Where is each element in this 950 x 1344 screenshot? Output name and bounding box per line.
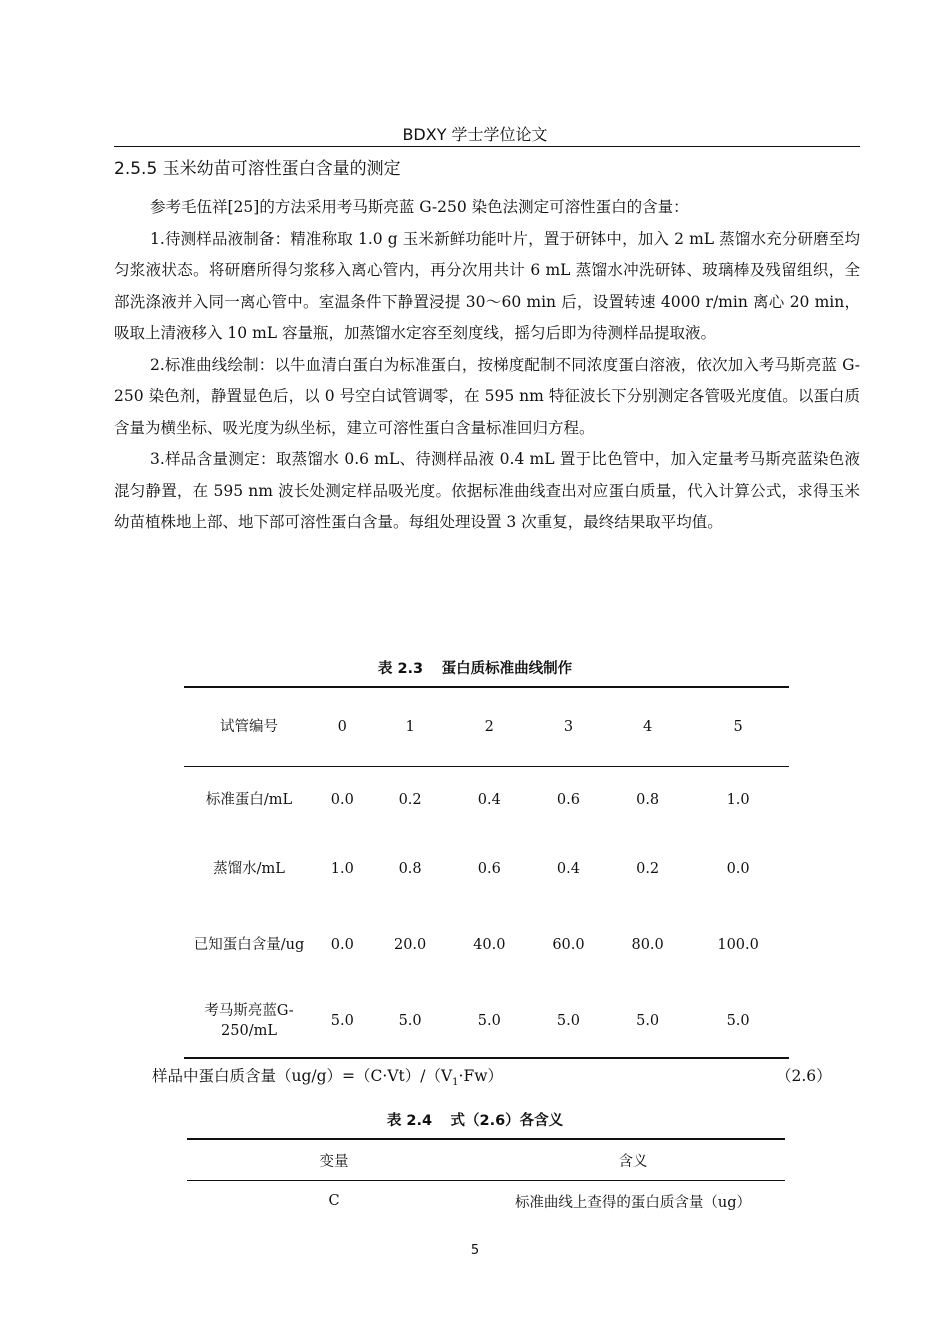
formula-text: ·Fw） <box>458 1067 503 1085</box>
table-row <box>184 833 789 905</box>
table-cell: 80.0 <box>631 937 664 953</box>
table-cell: 0.0 <box>330 792 354 808</box>
table-cell: 0.0 <box>726 861 750 877</box>
table-cell: 40.0 <box>473 937 506 953</box>
table-cell: 5.0 <box>477 1013 501 1029</box>
table-cell: 0.8 <box>636 792 660 808</box>
table1-header-cell: 0 <box>314 687 371 767</box>
formula-2-6 <box>152 1064 503 1088</box>
formula-subscript: 1 <box>452 1077 459 1089</box>
formula-number: （2.6） <box>776 1067 832 1085</box>
table1-header-cell: 5 <box>687 687 789 767</box>
table-cell: 0.8 <box>398 861 422 877</box>
table-cell: 5.0 <box>636 1013 660 1029</box>
paragraph-standard-curve: 2.标准曲线绘制：以牛血清白蛋白为标准蛋白，按梯度配制不同浓度蛋白溶液，依次加入考马斯亮蓝 G-250 染色剂，静置显色后，以 0 号空白试管调零，在 595 nm 特征波长下分别测定各管吸光度值。以蛋白质含量为横坐标、吸光度为纵坐标，建立可溶性蛋白含量标准回归方程。 <box>114 355 860 437</box>
running-header: BDXY 学士学位论文 <box>402 125 548 144</box>
section-title: 2.5.5 玉米幼苗可溶性蛋白含量的测定 <box>114 159 401 179</box>
header-rule <box>114 146 860 147</box>
table-cell: 0.4 <box>477 792 501 808</box>
variable-meaning-table <box>187 1138 785 1221</box>
table1-header-cell: 试管编号 <box>184 687 314 767</box>
table-cell: 60.0 <box>552 937 585 953</box>
table2-header-row <box>187 1139 785 1181</box>
table1-caption-text: 蛋白质标准曲线制作 <box>441 661 573 677</box>
table-cell: 1.0 <box>330 861 354 877</box>
table1-header-cell: 1 <box>371 687 450 767</box>
table-row <box>184 905 789 985</box>
table-cell: C <box>328 1193 340 1209</box>
standard-curve-table <box>184 686 789 1059</box>
table2-header-cell: 变量 <box>187 1139 481 1181</box>
table-row <box>187 1181 785 1222</box>
body-text <box>114 192 860 539</box>
table-cell: 0.2 <box>398 792 422 808</box>
table-row <box>184 985 789 1058</box>
table-cell: 标准曲线上查得的蛋白质含量（ug） <box>514 1194 752 1211</box>
table1-header-row <box>184 687 789 767</box>
table2-caption-text: 式（2.6）各含义 <box>450 1113 564 1129</box>
table-row <box>184 767 789 834</box>
table-cell: 100.0 <box>717 937 759 953</box>
formula-text: 样品中蛋白质含量（ug/g）=（C·Vt）/（V <box>152 1067 453 1085</box>
paragraph-sample-measure: 3.样品含量测定：取蒸馏水 0.6 mL、待测样品液 0.4 mL 置于比色管中，加入定量考马斯亮蓝染色液混匀静置，在 595 nm 波长处测定样品吸光度。依据标准曲线查出对应蛋白质量，代入计算公式，求得玉米幼苗植株地上部、地下部可溶性蛋白含量。每组处理设置 3 次重复，最终结果取平均值。 <box>114 450 860 531</box>
table1-header-cell: 4 <box>608 687 687 767</box>
table-cell: 20.0 <box>393 937 427 953</box>
table-cell: 0.6 <box>556 792 580 808</box>
table-cell: 标准蛋白/mL <box>205 792 293 808</box>
table-cell: 0.0 <box>330 937 354 953</box>
table-cell: 0.2 <box>636 861 660 877</box>
table1-caption-number: 表 2.3 <box>377 661 424 677</box>
table1-header-cell: 2 <box>450 687 529 767</box>
table-cell: 1.0 <box>726 792 750 808</box>
table2-caption-number: 表 2.4 <box>386 1113 433 1129</box>
paragraph-sample-prep: 1.待测样品液制备：精准称取 1.0 g 玉米新鲜功能叶片，置于研钵中，加入 2 mL 蒸馏水充分研磨至均匀浆液状态。将研磨所得匀浆移入离心管内，再分次用共计 6 mL 蒸馏水冲洗研钵、玻璃棒及残留组织，全部洗涤液并入同一离心管中。室温条件下静置浸提 30～60 min 后，设置转速 4000 r/min 离心 20 min，吸取上清液移入 10 mL 容量瓶，加蒸馏水定容至刻度线，摇匀后即为待测样品提取液。 <box>114 229 860 342</box>
table2-header-cell: 含义 <box>481 1139 785 1181</box>
table-cell: 蒸馏水/mL <box>213 861 285 877</box>
table-cell: 已知蛋白含量/ug <box>193 937 305 953</box>
table2-caption <box>0 1109 950 1130</box>
table-cell: 5.0 <box>330 1013 354 1029</box>
table1-header-cell: 3 <box>529 687 608 767</box>
table1-caption <box>0 657 950 678</box>
table-cell: 0.6 <box>477 861 501 877</box>
table-cell: 5.0 <box>556 1013 580 1029</box>
table-cell: 考马斯亮蓝G-250/mL <box>204 1003 294 1039</box>
table-cell: 5.0 <box>726 1013 750 1029</box>
table-cell: 0.4 <box>556 861 580 877</box>
page-number: 5 <box>470 1243 480 1258</box>
table-cell: 5.0 <box>398 1013 422 1029</box>
paragraph-intro: 参考毛伍祥[25]的方法采用考马斯亮蓝 G-250 染色法测定可溶性蛋白的含量： <box>150 198 689 216</box>
